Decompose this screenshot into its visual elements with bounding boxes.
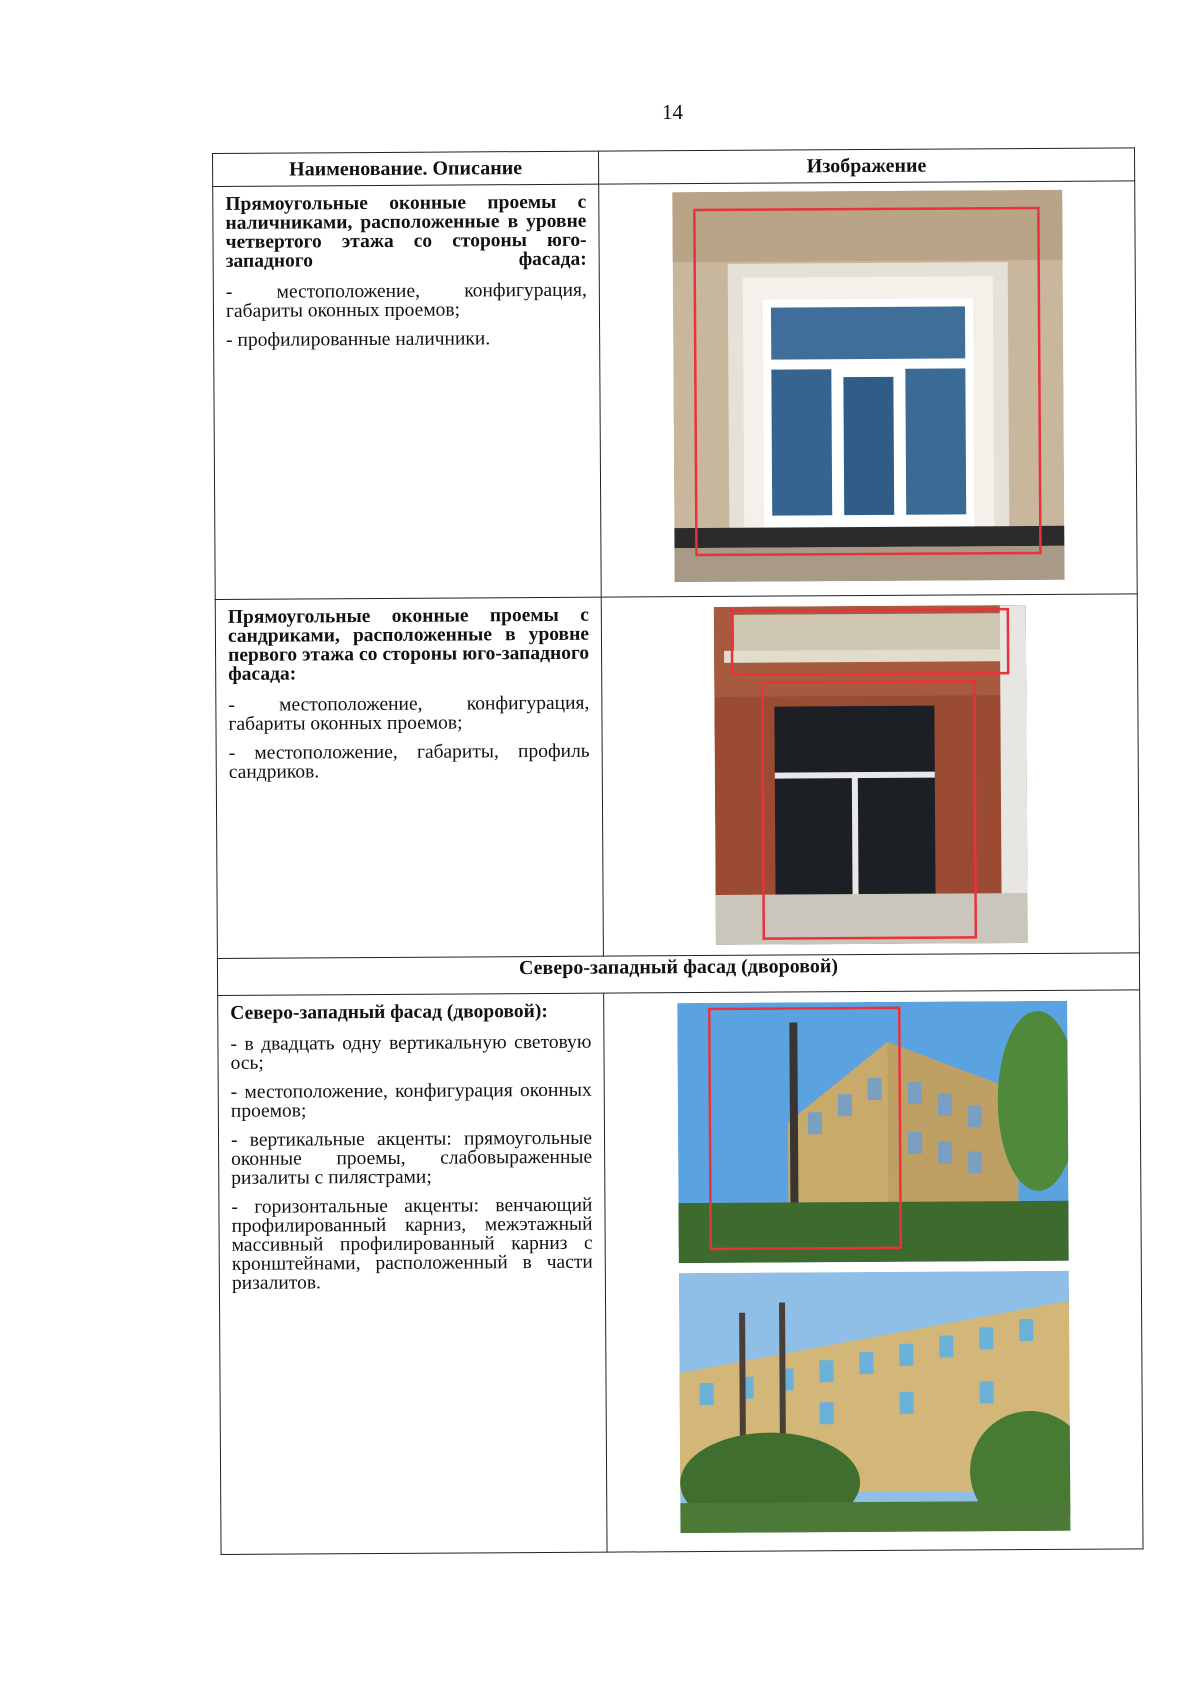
- building-facade-photo-1: [677, 1001, 1069, 1263]
- table-row: [218, 990, 1143, 1555]
- row-item: - местоположение, конфигурация, габариты оконных проемов;: [225, 279, 587, 322]
- building-facade-photo-2: [678, 1271, 1070, 1533]
- row-item: - местоположение, габариты, профиль сандриков.: [228, 740, 590, 783]
- row-title: Прямоугольные оконные проемы с сандриками, расположенные в уровне первого этажа со стороны юго-западного фасада:: [227, 604, 590, 685]
- table-header-row: [213, 148, 1135, 187]
- row-item: - вертикальные акценты: прямоугольные оконные проемы, слабовыраженные ризалиты с пилястрами;: [230, 1127, 593, 1189]
- window-with-casing-photo: [672, 190, 1064, 582]
- header-name-description: Наименование. Описание: [213, 151, 599, 186]
- row-item: - в двадцать одну вертикальную световую ось;: [230, 1031, 592, 1074]
- row-item: - местоположение, конфигурация, габариты оконных проемов;: [228, 692, 590, 735]
- section-row: [217, 953, 1139, 996]
- row-title: Прямоугольные оконные проемы с наличниками, расположенные в уровне четвертого этажа со стороны юго-западного фасада:: [225, 191, 587, 272]
- header-image: Изображение: [598, 148, 1134, 184]
- row-item: - профилированные наличники.: [226, 328, 491, 351]
- row-item: - местоположение, конфигурация оконных проемов;: [230, 1079, 592, 1122]
- table-row: [213, 181, 1138, 600]
- table-row: [215, 594, 1139, 959]
- row-item: - горизонтальные акценты: венчающий профилированный карниз, межэтажный массивный профилированный карниз с кронштейнами, расположенный в части ризалитов.: [231, 1194, 593, 1294]
- description-table: [212, 147, 1144, 1555]
- row-title: Северо-западный фасад (дворовой):: [230, 1000, 548, 1024]
- page-number: 14: [662, 100, 683, 124]
- section-title: Северо-западный фасад (дворовой): [217, 953, 1139, 996]
- window-with-sandrik-photo: [713, 605, 1027, 945]
